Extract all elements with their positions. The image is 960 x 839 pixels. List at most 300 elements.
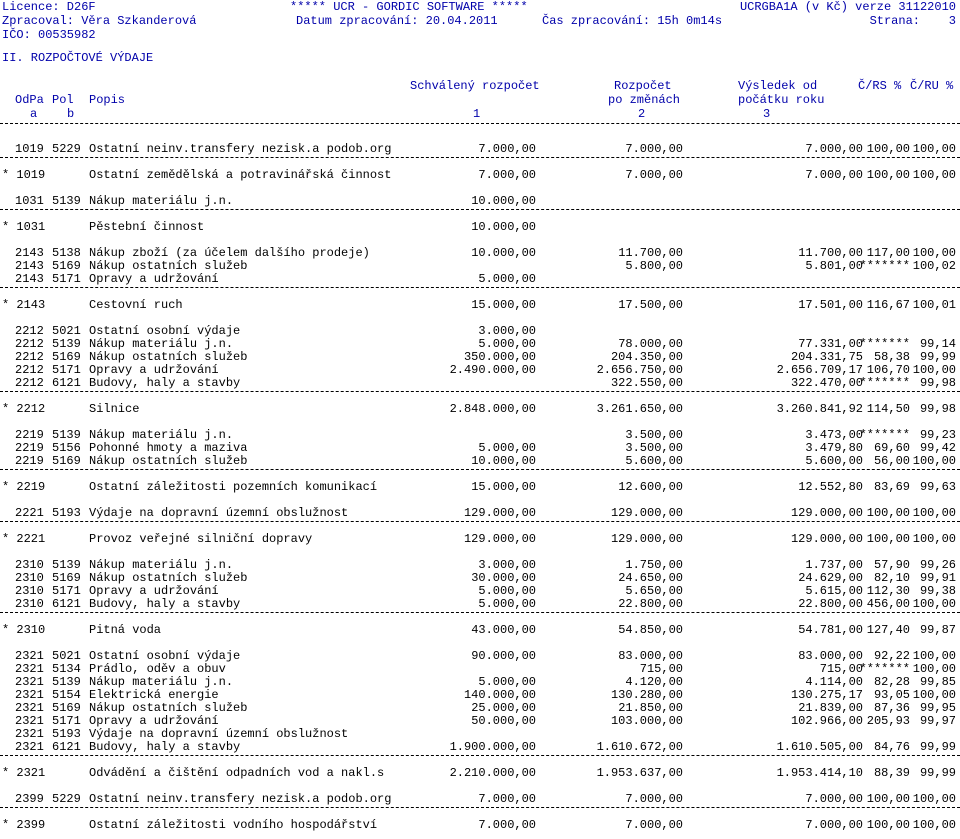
col-schvaleny: Schválený rozpočet bbox=[410, 79, 540, 93]
pct-rs: 82,28 bbox=[873, 675, 910, 689]
value-adjusted: 5.800,00 bbox=[625, 259, 683, 273]
row-separator bbox=[0, 755, 960, 756]
subtotal-row bbox=[0, 221, 960, 234]
pct-ru: 100,00 bbox=[912, 506, 956, 520]
value-result: 102.966,00 bbox=[790, 714, 863, 728]
table-row bbox=[0, 377, 960, 390]
value-approved: 10.000,00 bbox=[471, 454, 536, 468]
value-adjusted: 130.280,00 bbox=[610, 688, 683, 702]
report-code: UCRGBA1A (v Kč) verze 31122010 bbox=[739, 0, 956, 14]
table-row bbox=[0, 195, 960, 208]
value-approved: 1.900.000,00 bbox=[449, 740, 536, 754]
value-adjusted: 1.953.637,00 bbox=[596, 766, 683, 780]
pct-ru: 99,95 bbox=[919, 701, 956, 715]
row-pol: 5229 bbox=[52, 142, 81, 156]
row-description: Výdaje na dopravní územní obslužnost bbox=[89, 506, 349, 520]
pct-ru: 100,01 bbox=[912, 298, 956, 312]
subtotal-row bbox=[0, 819, 960, 832]
value-approved: 5.000,00 bbox=[478, 584, 536, 598]
pct-ru: 99,97 bbox=[919, 714, 956, 728]
pct-rs: 84,76 bbox=[873, 740, 910, 754]
row-description: Nákup ostatních služeb bbox=[89, 350, 248, 364]
col-a: a bbox=[30, 107, 38, 121]
value-result: 715,00 bbox=[819, 662, 863, 676]
pct-rs: 69,60 bbox=[873, 441, 910, 455]
value-result: 7.000,00 bbox=[805, 142, 863, 156]
row-description: Budovy, haly a stavby bbox=[89, 740, 241, 754]
value-approved: 129.000,00 bbox=[463, 506, 536, 520]
value-approved: 7.000,00 bbox=[478, 818, 536, 832]
value-approved: 2.210.000,00 bbox=[449, 766, 536, 780]
row-odpa: 2219 bbox=[15, 454, 44, 468]
pct-ru: 99,98 bbox=[919, 402, 956, 416]
row-description: Nákup materiálu j.n. bbox=[89, 558, 234, 572]
value-approved: 5.000,00 bbox=[478, 441, 536, 455]
value-approved: 10.000,00 bbox=[471, 220, 536, 234]
row-description: Nákup materiálu j.n. bbox=[89, 675, 234, 689]
row-description: Nákup ostatních služeb bbox=[89, 454, 248, 468]
value-result: 322.470,00 bbox=[790, 376, 863, 390]
value-adjusted: 17.500,00 bbox=[618, 298, 683, 312]
value-approved: 30.000,00 bbox=[471, 571, 536, 585]
value-adjusted: 715,00 bbox=[639, 662, 683, 676]
row-pol: 5154 bbox=[52, 688, 81, 702]
row-odpa: 2310 bbox=[15, 571, 44, 585]
value-result: 17.501,00 bbox=[798, 298, 863, 312]
value-approved: 2.490.000,00 bbox=[449, 363, 536, 377]
row-pol: 5171 bbox=[52, 363, 81, 377]
pct-rs: 114,50 bbox=[866, 402, 910, 416]
row-odpa: 2212 bbox=[15, 324, 44, 338]
row-pol: 5138 bbox=[52, 246, 81, 260]
col-ru: Č/RU % bbox=[910, 79, 954, 93]
value-result: 22.800,00 bbox=[798, 597, 863, 611]
row-pol: 5193 bbox=[52, 506, 81, 520]
pct-rs: ******* bbox=[859, 259, 910, 273]
pct-ru: 100,00 bbox=[912, 662, 956, 676]
subtotal-odpa: * 2212 bbox=[2, 402, 46, 416]
pct-ru: 99,99 bbox=[919, 766, 956, 780]
table-row bbox=[0, 598, 960, 611]
pct-ru: 99,42 bbox=[919, 441, 956, 455]
table-row bbox=[0, 273, 960, 286]
pct-rs: 56,00 bbox=[873, 454, 910, 468]
row-pol: 5139 bbox=[52, 558, 81, 572]
subtotal-odpa: * 2143 bbox=[2, 298, 46, 312]
pct-rs: 88,39 bbox=[873, 766, 910, 780]
row-pol: 5134 bbox=[52, 662, 81, 676]
col-pol: Pol bbox=[52, 93, 74, 107]
value-approved: 3.000,00 bbox=[478, 324, 536, 338]
row-odpa: 2212 bbox=[15, 350, 44, 364]
value-approved: 43.000,00 bbox=[471, 623, 536, 637]
value-result: 77.331,00 bbox=[798, 337, 863, 351]
row-description: Prádlo, oděv a obuv bbox=[89, 662, 226, 676]
pct-rs: 456,00 bbox=[866, 597, 910, 611]
pct-ru: 100,00 bbox=[912, 792, 956, 806]
row-odpa: 2321 bbox=[15, 688, 44, 702]
pct-ru: 99,85 bbox=[919, 675, 956, 689]
pct-rs: 127,40 bbox=[866, 623, 910, 637]
col-2: 2 bbox=[638, 107, 646, 121]
licence: Licence: D26F bbox=[2, 0, 96, 14]
row-separator bbox=[0, 521, 960, 522]
subtotal-odpa: * 2310 bbox=[2, 623, 46, 637]
ico: IČO: 00535982 bbox=[2, 28, 96, 42]
row-description: Opravy a udržování bbox=[89, 714, 219, 728]
row-odpa: 2321 bbox=[15, 740, 44, 754]
pct-ru: 100,00 bbox=[912, 597, 956, 611]
value-adjusted: 3.500,00 bbox=[625, 428, 683, 442]
row-odpa: 2221 bbox=[15, 506, 44, 520]
value-adjusted: 78.000,00 bbox=[618, 337, 683, 351]
row-description: Nákup materiálu j.n. bbox=[89, 337, 234, 351]
col-pocatku: počátku roku bbox=[738, 93, 825, 107]
value-approved: 25.000,00 bbox=[471, 701, 536, 715]
pct-rs: 58,38 bbox=[873, 350, 910, 364]
subtotal-odpa: * 1031 bbox=[2, 220, 46, 234]
value-result: 5.600,00 bbox=[805, 454, 863, 468]
pct-ru: 100,00 bbox=[912, 532, 956, 546]
subtotal-description: Ostatní záležitosti vodního hospodářství bbox=[89, 818, 378, 832]
column-header-3 bbox=[0, 107, 960, 121]
row-odpa: 2310 bbox=[15, 597, 44, 611]
processing-time: Čas zpracování: 15h 0m14s bbox=[542, 14, 723, 28]
row-pol: 5229 bbox=[52, 792, 81, 806]
value-result: 129.000,00 bbox=[790, 532, 863, 546]
row-description: Pohonné hmoty a maziva bbox=[89, 441, 248, 455]
row-description: Nákup zboží (za účelem dalšího prodeje) bbox=[89, 246, 370, 260]
row-odpa: 2219 bbox=[15, 428, 44, 442]
header-separator bbox=[0, 123, 960, 124]
value-approved: 5.000,00 bbox=[478, 272, 536, 286]
value-adjusted: 2.656.750,00 bbox=[596, 363, 683, 377]
pct-ru: 100,00 bbox=[912, 454, 956, 468]
value-result: 5.615,00 bbox=[805, 584, 863, 598]
value-adjusted: 7.000,00 bbox=[625, 168, 683, 182]
table-row bbox=[0, 793, 960, 806]
value-adjusted: 21.850,00 bbox=[618, 701, 683, 715]
value-result: 3.473,00 bbox=[805, 428, 863, 442]
row-separator bbox=[0, 157, 960, 158]
subtotal-odpa: * 1019 bbox=[2, 168, 46, 182]
pct-rs: 92,22 bbox=[873, 649, 910, 663]
pct-ru: 100,00 bbox=[912, 818, 956, 832]
value-approved: 3.000,00 bbox=[478, 558, 536, 572]
pct-ru: 99,99 bbox=[919, 740, 956, 754]
row-description: Nákup materiálu j.n. bbox=[89, 194, 234, 208]
value-adjusted: 11.700,00 bbox=[618, 246, 683, 260]
value-adjusted: 204.350,00 bbox=[610, 350, 683, 364]
pct-ru: 99,26 bbox=[919, 558, 956, 572]
value-result: 2.656.709,17 bbox=[776, 363, 863, 377]
row-separator bbox=[0, 807, 960, 808]
value-approved: 350.000,00 bbox=[463, 350, 536, 364]
value-adjusted: 5.650,00 bbox=[625, 584, 683, 598]
value-adjusted: 7.000,00 bbox=[625, 142, 683, 156]
row-description: Ostatní osobní výdaje bbox=[89, 649, 241, 663]
pct-ru: 100,00 bbox=[912, 246, 956, 260]
value-result: 24.629,00 bbox=[798, 571, 863, 585]
value-adjusted: 12.600,00 bbox=[618, 480, 683, 494]
row-separator bbox=[0, 391, 960, 392]
value-result: 12.552,80 bbox=[798, 480, 863, 494]
subtotal-row bbox=[0, 767, 960, 780]
value-approved: 50.000,00 bbox=[471, 714, 536, 728]
value-adjusted: 83.000,00 bbox=[618, 649, 683, 663]
value-approved: 129.000,00 bbox=[463, 532, 536, 546]
row-description: Opravy a udržování bbox=[89, 272, 219, 286]
row-description: Nákup ostatních služeb bbox=[89, 571, 248, 585]
value-adjusted: 4.120,00 bbox=[625, 675, 683, 689]
value-result: 7.000,00 bbox=[805, 818, 863, 832]
row-odpa: 2321 bbox=[15, 701, 44, 715]
pct-rs: 100,00 bbox=[866, 818, 910, 832]
subtotal-odpa: * 2219 bbox=[2, 480, 46, 494]
subtotal-description: Ostatní záležitosti pozemních komunikací bbox=[89, 480, 378, 494]
subtotal-odpa: * 2399 bbox=[2, 818, 46, 832]
subtotal-description: Pitná voda bbox=[89, 623, 162, 637]
row-description: Ostatní osobní výdaje bbox=[89, 324, 241, 338]
value-result: 54.781,00 bbox=[798, 623, 863, 637]
row-pol: 5169 bbox=[52, 454, 81, 468]
pct-ru: 100,00 bbox=[912, 688, 956, 702]
software-title: ***** UCR - GORDIC SOFTWARE ***** bbox=[290, 0, 528, 14]
row-odpa: 2321 bbox=[15, 662, 44, 676]
subtotal-description: Ostatní zemědělská a potravinářská činnost bbox=[89, 168, 392, 182]
col-rozpocet: Rozpočet bbox=[614, 79, 672, 93]
pct-ru: 100,02 bbox=[912, 259, 956, 273]
processed-by: Zpracoval: Věra Szkanderová bbox=[2, 14, 197, 28]
col-3: 3 bbox=[763, 107, 771, 121]
subtotal-description: Pěstební činnost bbox=[89, 220, 205, 234]
value-adjusted: 7.000,00 bbox=[625, 792, 683, 806]
row-odpa: 2143 bbox=[15, 246, 44, 260]
value-result: 4.114,00 bbox=[805, 675, 863, 689]
value-result: 204.331,75 bbox=[790, 350, 863, 364]
value-adjusted: 54.850,00 bbox=[618, 623, 683, 637]
row-odpa: 2212 bbox=[15, 376, 44, 390]
column-header-2 bbox=[0, 93, 960, 107]
value-adjusted: 5.600,00 bbox=[625, 454, 683, 468]
row-description: Budovy, haly a stavby bbox=[89, 376, 241, 390]
pct-rs: 100,00 bbox=[866, 792, 910, 806]
pct-ru: 99,23 bbox=[919, 428, 956, 442]
row-odpa: 2219 bbox=[15, 441, 44, 455]
subtotal-description: Cestovní ruch bbox=[89, 298, 183, 312]
pct-ru: 100,00 bbox=[912, 142, 956, 156]
section-title: II. ROZPOČTOVÉ VÝDAJE bbox=[2, 51, 154, 65]
pct-ru: 100,00 bbox=[912, 168, 956, 182]
pct-rs: 57,90 bbox=[873, 558, 910, 572]
value-approved: 5.000,00 bbox=[478, 337, 536, 351]
value-result: 7.000,00 bbox=[805, 168, 863, 182]
value-approved: 90.000,00 bbox=[471, 649, 536, 663]
row-odpa: 2399 bbox=[15, 792, 44, 806]
table-row bbox=[0, 143, 960, 156]
col-b: b bbox=[67, 107, 75, 121]
pct-rs: ******* bbox=[859, 376, 910, 390]
value-result: 1.953.414,10 bbox=[776, 766, 863, 780]
row-description: Nákup materiálu j.n. bbox=[89, 428, 234, 442]
value-adjusted: 1.610.672,00 bbox=[596, 740, 683, 754]
row-pol: 6121 bbox=[52, 597, 81, 611]
col-popis: Popis bbox=[89, 93, 126, 107]
value-adjusted: 129.000,00 bbox=[610, 506, 683, 520]
row-pol: 6121 bbox=[52, 740, 81, 754]
column-header-1 bbox=[0, 79, 960, 93]
row-description: Nákup ostatních služeb bbox=[89, 701, 248, 715]
subtotal-row bbox=[0, 403, 960, 416]
row-odpa: 2321 bbox=[15, 727, 44, 741]
row-odpa: 2310 bbox=[15, 584, 44, 598]
value-result: 83.000,00 bbox=[798, 649, 863, 663]
pct-rs: 100,00 bbox=[866, 168, 910, 182]
pct-ru: 99,63 bbox=[919, 480, 956, 494]
value-adjusted: 322.550,00 bbox=[610, 376, 683, 390]
pct-ru: 99,98 bbox=[919, 376, 956, 390]
row-odpa: 2321 bbox=[15, 714, 44, 728]
row-pol: 5156 bbox=[52, 441, 81, 455]
pct-rs: 87,36 bbox=[873, 701, 910, 715]
row-pol: 5139 bbox=[52, 337, 81, 351]
row-pol: 5139 bbox=[52, 428, 81, 442]
page-number: Strana: 3 bbox=[869, 14, 956, 28]
value-result: 1.737,00 bbox=[805, 558, 863, 572]
value-result: 129.000,00 bbox=[790, 506, 863, 520]
row-description: Nákup ostatních služeb bbox=[89, 259, 248, 273]
row-pol: 5193 bbox=[52, 727, 81, 741]
pct-rs: 82,10 bbox=[873, 571, 910, 585]
value-approved: 5.000,00 bbox=[478, 675, 536, 689]
value-adjusted: 1.750,00 bbox=[625, 558, 683, 572]
subtotal-description: Odvádění a čištění odpadních vod a nakl.s bbox=[89, 766, 385, 780]
table-row bbox=[0, 455, 960, 468]
pct-rs: ******* bbox=[859, 428, 910, 442]
row-separator bbox=[0, 612, 960, 613]
pct-ru: 99,99 bbox=[919, 350, 956, 364]
subtotal-row bbox=[0, 169, 960, 182]
subtotal-odpa: * 2221 bbox=[2, 532, 46, 546]
pct-rs: 100,00 bbox=[866, 506, 910, 520]
subtotal-odpa: * 2321 bbox=[2, 766, 46, 780]
processing-date: Datum zpracování: 20.04.2011 bbox=[296, 14, 498, 28]
pct-ru: 99,14 bbox=[919, 337, 956, 351]
col-po-zmenach: po změnách bbox=[608, 93, 681, 107]
pct-rs: 93,05 bbox=[873, 688, 910, 702]
pct-rs: ******* bbox=[859, 337, 910, 351]
pct-rs: 83,69 bbox=[873, 480, 910, 494]
pct-rs: 100,00 bbox=[866, 532, 910, 546]
header-line-2 bbox=[0, 14, 960, 28]
value-result: 21.839,00 bbox=[798, 701, 863, 715]
row-separator bbox=[0, 287, 960, 288]
value-result: 130.275,17 bbox=[790, 688, 863, 702]
value-adjusted: 3.500,00 bbox=[625, 441, 683, 455]
value-approved: 2.848.000,00 bbox=[449, 402, 536, 416]
value-adjusted: 103.000,00 bbox=[610, 714, 683, 728]
subtotal-row bbox=[0, 481, 960, 494]
row-pol: 5169 bbox=[52, 350, 81, 364]
value-adjusted: 7.000,00 bbox=[625, 818, 683, 832]
row-pol: 5139 bbox=[52, 194, 81, 208]
row-description: Ostatní neinv.transfery nezisk.a podob.org bbox=[89, 142, 392, 156]
pct-ru: 100,00 bbox=[912, 363, 956, 377]
row-odpa: 2310 bbox=[15, 558, 44, 572]
row-description: Výdaje na dopravní územní obslužnost bbox=[89, 727, 349, 741]
value-adjusted: 3.261.650,00 bbox=[596, 402, 683, 416]
value-approved: 7.000,00 bbox=[478, 142, 536, 156]
pct-rs: 100,00 bbox=[866, 142, 910, 156]
pct-rs: 205,93 bbox=[866, 714, 910, 728]
row-pol: 5021 bbox=[52, 324, 81, 338]
pct-rs: ******* bbox=[859, 662, 910, 676]
value-approved: 7.000,00 bbox=[478, 168, 536, 182]
row-separator bbox=[0, 469, 960, 470]
value-approved: 15.000,00 bbox=[471, 480, 536, 494]
value-approved: 7.000,00 bbox=[478, 792, 536, 806]
row-odpa: 2321 bbox=[15, 649, 44, 663]
row-odpa: 2212 bbox=[15, 363, 44, 377]
subtotal-row bbox=[0, 299, 960, 312]
row-odpa: 1019 bbox=[15, 142, 44, 156]
value-adjusted: 22.800,00 bbox=[618, 597, 683, 611]
row-pol: 5169 bbox=[52, 571, 81, 585]
pct-rs: 112,30 bbox=[866, 584, 910, 598]
row-odpa: 2143 bbox=[15, 272, 44, 286]
value-approved: 15.000,00 bbox=[471, 298, 536, 312]
value-adjusted: 129.000,00 bbox=[610, 532, 683, 546]
row-pol: 5171 bbox=[52, 584, 81, 598]
table-row bbox=[0, 507, 960, 520]
row-pol: 5171 bbox=[52, 714, 81, 728]
value-result: 3.479,80 bbox=[805, 441, 863, 455]
row-pol: 5139 bbox=[52, 675, 81, 689]
row-pol: 6121 bbox=[52, 376, 81, 390]
subtotal-description: Provoz veřejné silniční dopravy bbox=[89, 532, 313, 546]
row-odpa: 1031 bbox=[15, 194, 44, 208]
pct-rs: 117,00 bbox=[866, 246, 910, 260]
subtotal-row bbox=[0, 533, 960, 546]
row-description: Opravy a udržování bbox=[89, 363, 219, 377]
row-pol: 5021 bbox=[52, 649, 81, 663]
row-separator bbox=[0, 209, 960, 210]
value-approved: 10.000,00 bbox=[471, 246, 536, 260]
value-result: 5.801,00 bbox=[805, 259, 863, 273]
row-description: Ostatní neinv.transfery nezisk.a podob.org bbox=[89, 792, 392, 806]
value-approved: 140.000,00 bbox=[463, 688, 536, 702]
col-vysledek: Výsledek od bbox=[738, 79, 818, 93]
value-approved: 5.000,00 bbox=[478, 597, 536, 611]
row-description: Elektrická energie bbox=[89, 688, 219, 702]
value-approved: 10.000,00 bbox=[471, 194, 536, 208]
pct-ru: 100,00 bbox=[912, 649, 956, 663]
table-row bbox=[0, 741, 960, 754]
header-line-1 bbox=[0, 0, 960, 14]
col-rs: Č/RS % bbox=[858, 79, 902, 93]
row-odpa: 2212 bbox=[15, 337, 44, 351]
pct-ru: 99,38 bbox=[919, 584, 956, 598]
row-pol: 5169 bbox=[52, 259, 81, 273]
value-result: 7.000,00 bbox=[805, 792, 863, 806]
row-description: Budovy, haly a stavby bbox=[89, 597, 241, 611]
pct-rs: 116,67 bbox=[866, 298, 910, 312]
row-pol: 5171 bbox=[52, 272, 81, 286]
subtotal-row bbox=[0, 624, 960, 637]
value-result: 3.260.841,92 bbox=[776, 402, 863, 416]
header-line-3 bbox=[0, 28, 960, 42]
col-1: 1 bbox=[473, 107, 481, 121]
